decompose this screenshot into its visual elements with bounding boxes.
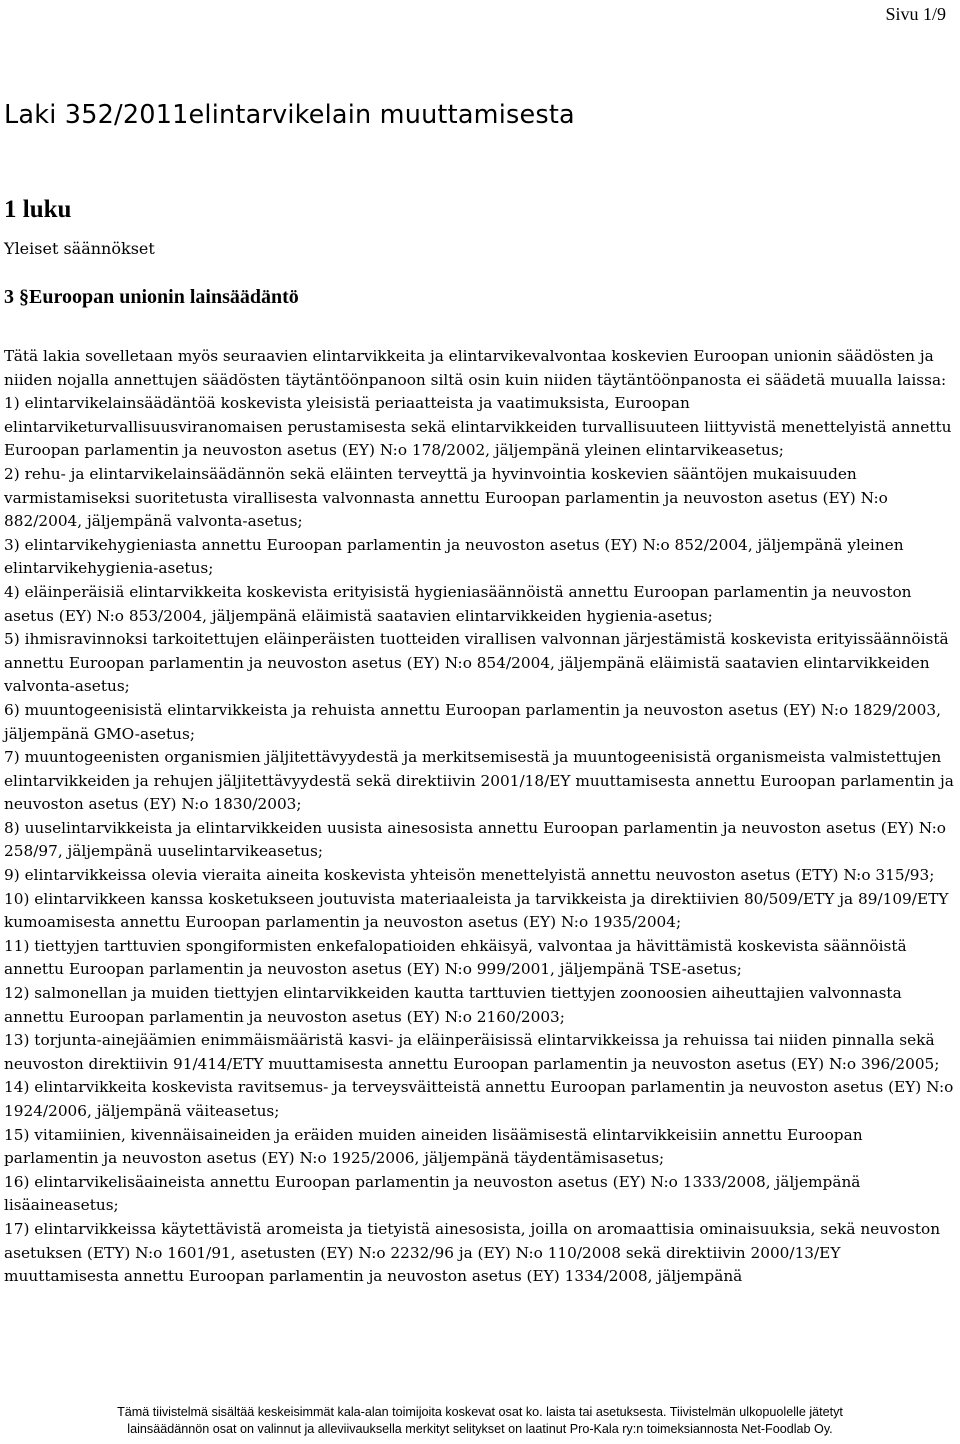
list-item: 13) torjunta-ainejäämien enimmäismääristä kasvi- ja eläinperäisissä elintarvikkeissa ja rehuissa tai niiden pinnalla sekä neuvoston direktiivin 91/414/ETY muuttamisesta annettu Euroopan parlamentin ja neuvoston asetus (EY) N:o 396/2005; <box>4 1031 940 1073</box>
page-number: Sivu 1/9 <box>885 4 946 24</box>
list-item: 15) vitamiinien, kivennäisaineiden ja eräiden muiden aineiden lisäämisestä elintarvikkeisiin annettu Euroopan parlamentin ja neuvoston asetus (EY) N:o 1925/2006, jäljempänä täydentämisasetus; <box>4 1125 863 1168</box>
list-item: 1) elintarvikelainsäädäntöä koskevista yleisistä periaatteista ja vaatimuksista, Euroopan elintarviketurvallisuusviranomaisen perustamisesta sekä elintarvikkeiden turvallisuuteen liittyvistä menettelyistä annettu Euroopan parlamentin ja neuvoston asetus (EY) N:o 178/2002, jäljempänä yleinen elintarvikeasetus; <box>4 394 952 460</box>
list-item: 16) elintarvikelisäaineista annettu Euroopan parlamentin ja neuvoston asetus (EY) N:o 1333/2008, jäljempänä lisäaineasetus; <box>4 1172 861 1215</box>
chapter-subheading: Yleiset säännökset <box>4 239 155 258</box>
list-item: 10) elintarvikkeen kanssa kosketukseen joutuvista materiaaleista ja tarvikkeista ja direktiivien 80/509/ETY ja 89/109/ETY kumoamisesta annettu Euroopan parlamentin ja neuvoston asetus (EY) N:o 1935/2004; <box>4 889 949 932</box>
list-item: 9) elintarvikkeissa olevia vieraita aineita koskevista yhteisön menettelyistä annettu neuvoston asetus (ETY) N:o 315/93; <box>4 866 935 885</box>
list-item: 8) uuselintarvikkeista ja elintarvikkeiden uusista ainesosista annettu Euroopan parlamentin ja neuvoston asetus (EY) N:o 258/97, jäljempänä uuselintarvikeasetus; <box>4 818 946 861</box>
page-footer <box>14 1404 946 1438</box>
list-item: 17) elintarvikkeissa käytettävistä aromeista ja tietyistä ainesosista, joilla on aromaattisia ominaisuuksia, sekä neuvoston asetuksen (ETY) N:o 1601/91, asetusten (EY) N:o 2232/96 ja (EY) N:o 110/2008 sekä direktiivin 2000/13/EY muuttamisesta annettu Euroopan parlamentin ja neuvoston asetus (EY) 1334/2008, jäljempänä <box>4 1219 941 1286</box>
list-item: 4) eläinperäisiä elintarvikkeita koskevista erityisistä hygieniasäännöistä annettu Euroopan parlamentin ja neuvoston asetus (EY) N:o 853/2004, jäljempänä eläimistä saatavien elintarvikkeiden hygienia-asetus; <box>4 582 912 625</box>
list-item: 5) ihmisravinnoksi tarkoitettujen eläinperäisten tuotteiden virallisen valvonnan järjestämistä koskevista erityissäännöistä annettu Euroopan parlamentin ja neuvoston asetus (EY) N:o 854/2004, jäljempänä eläimistä saatavien elintarvikkeiden valvonta-asetus; <box>4 630 949 696</box>
list-item: 2) rehu- ja elintarvikelainsäädännön sekä eläinten terveyttä ja hyvinvointia koskevien sääntöjen mukaisuuden varmistamiseksi suoritetusta virallisesta valvonnasta annettu Euroopan parlamentin ja neuvoston asetus (EY) N:o 882/2004, jäljempänä valvonta-asetus; <box>4 464 888 531</box>
footer-line: Tämä tiivistelmä sisältää keskeisimmät kala-alan toimijoita koskevat osat ko. laista tai asetuksesta. Tiivistelmän ulkopuolelle jätetyt <box>117 1405 843 1419</box>
list-item: 3) elintarvikehygieniasta annettu Euroopan parlamentin ja neuvoston asetus (EY) N:o 852/2004, jäljempänä yleinen elintarvikehygienia-asetus; <box>4 535 904 578</box>
section-body <box>4 345 956 1289</box>
list-item: 11) tiettyjen tarttuvien spongiformisten enkefalopatioiden ehkäisyä, valvontaa ja hävittämistä koskevista säännöistä annettu Euroopan parlamentin ja neuvoston asetus (EY) N:o 999/2001, jäljempänä TSE-asetus; <box>4 936 907 979</box>
list-item: 12) salmonellan ja muiden tiettyjen elintarvikkeiden kautta tarttuvien tiettyjen zoonoosien aiheuttajien valvonnasta annettu Euroopan parlamentin ja neuvoston asetus (EY) N:o 2160/2003; <box>4 984 902 1026</box>
document-title: Laki 352/2011elintarvikelain muuttamisesta <box>4 100 575 130</box>
section-heading: 3 §Euroopan unionin lainsäädäntö <box>4 286 299 308</box>
footer-line: lainsäädännön osat on valinnut ja alleviivauksella merkityt selitykset on laatinut Pro-Kala ry:n toimeksiannosta Net-Foodlab Oy. <box>127 1422 833 1436</box>
list-item: 7) muuntogeenisten organismien jäljitettävyydestä ja merkitsemisestä ja muuntogeenisistä organismeista valmistettujen elintarvikkeiden ja rehujen jäljitettävyydestä sekä direktiivin 2001/18/EY muuttamisesta annettu Euroopan parlamentin ja neuvoston asetus (EY) N:o 1830/2003; <box>4 748 954 814</box>
intro-paragraph: Tätä lakia sovelletaan myös seuraavien elintarvikkeita ja elintarvikevalvontaa koskevien Euroopan unionin säädösten ja niiden nojalla annettujen säädösten täytäntöönpanoon siltä osin kuin niiden täytäntöönpanosta ei säädetä muualla laissa: <box>4 347 947 389</box>
list-item: 14) elintarvikkeita koskevista ravitsemus- ja terveysväitteistä annettu Euroopan parlamentin ja neuvoston asetus (EY) N:o 1924/2006, jäljempänä väiteasetus; <box>4 1078 954 1120</box>
list-item: 6) muuntogeenisistä elintarvikkeista ja rehuista annettu Euroopan parlamentin ja neuvoston asetus (EY) N:o 1829/2003, jäljempänä GMO-asetus; <box>4 700 941 743</box>
chapter-heading: 1 luku <box>4 196 72 223</box>
